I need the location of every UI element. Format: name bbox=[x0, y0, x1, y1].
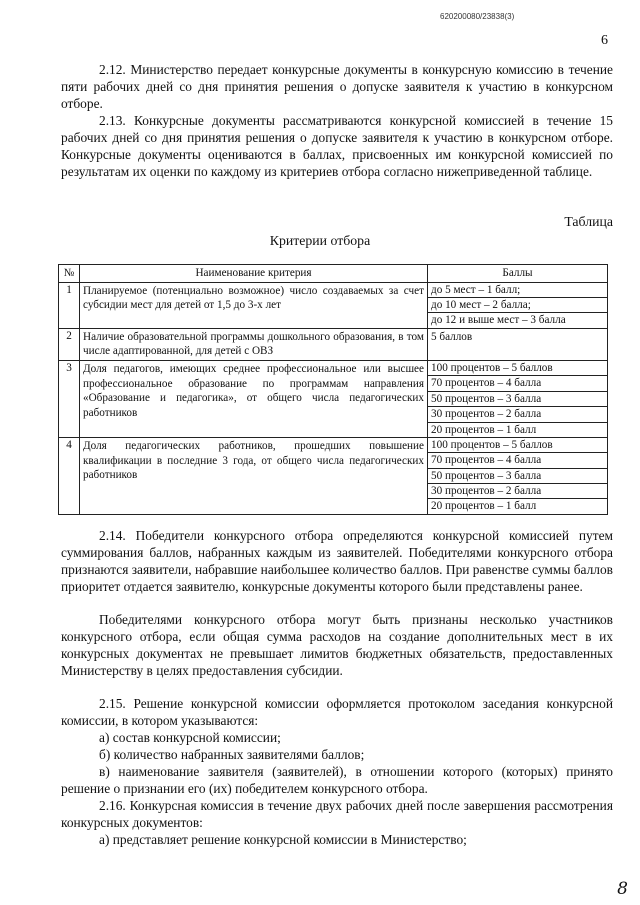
row-criterion: Планируемое (потенциально возможное) число создаваемых за счет субсидии мест для детей от 1,5 до 3-х лет bbox=[80, 282, 428, 328]
criteria-table bbox=[58, 264, 608, 515]
row-criterion: Доля педагогических работников, прошедших повышение квалификации в последние 3 года, от общего числа педагогических работников bbox=[80, 437, 428, 514]
points-line: до 5 мест – 1 балл; bbox=[428, 283, 607, 298]
table-row bbox=[59, 282, 608, 328]
paragraph-2-12: 2.12. Министерство передает конкурсные документы в конкурсную комиссию в течение пяти рабочих дней со дня принятия решения о допуске заявителя к участию в конкурсном отборе. bbox=[61, 62, 613, 111]
row-number: 1 bbox=[59, 282, 80, 328]
row-number: 2 bbox=[59, 328, 80, 360]
points-line: 20 процентов – 1 балл bbox=[431, 500, 537, 513]
paragraph-2-14: 2.14. Победители конкурсного отбора определяются конкурсной комиссией путем суммирования баллов, набранных каждым из заявителей. Победителями конкурсного отбора признаются заявители, набравшие наибольшее количество баллов. При равенстве суммы баллов приоритет отдается заявителю, конкурсные документы которого были представлены ранее. bbox=[61, 528, 613, 594]
row-number: 3 bbox=[59, 360, 80, 437]
row-number: 4 bbox=[59, 437, 80, 514]
points-line: 5 баллов bbox=[431, 330, 473, 343]
page-number: 6 bbox=[601, 33, 608, 48]
row-criterion: Доля педагогов, имеющих среднее профессиональное или высшее профессиональное образование по программам направления «Образование и педагогика», от общего числа педагогических работников bbox=[80, 360, 428, 437]
table-caption: Таблица bbox=[564, 214, 613, 229]
list-item-b: б) количество набранных заявителями баллов; bbox=[99, 747, 365, 762]
table-header-row bbox=[59, 265, 608, 283]
points-line: 70 процентов – 4 балла bbox=[428, 453, 607, 468]
list-item-a: а) состав конкурсной комиссии; bbox=[99, 730, 281, 745]
paragraph-winners: Победителями конкурсного отбора могут быть признаны несколько участников конкурсного отбора, если общая сумма расходов на создание дополнительных мест в их конкурсных документах не превышает лимитов бюджетных обязательств, предоставленных Министерству в целях предоставления субсидии. bbox=[61, 612, 613, 678]
table-title: Критерии отбора bbox=[269, 233, 371, 248]
points-line: 50 процентов – 3 балла bbox=[428, 469, 607, 484]
points-line: до 12 и выше мест – 3 балла bbox=[431, 314, 566, 327]
row-points bbox=[428, 360, 608, 437]
table-row bbox=[59, 360, 608, 437]
paragraph-2-15: 2.15. Решение конкурсной комиссии оформляется протоколом заседания конкурсной комиссии, в котором указываются: bbox=[61, 696, 613, 728]
table-row bbox=[59, 328, 608, 360]
paragraph-2-16: 2.16. Конкурсная комиссия в течение двух рабочих дней после завершения рассмотрения конкурсных документов: bbox=[61, 798, 613, 830]
paragraph-2-13: 2.13. Конкурсные документы рассматриваются конкурсной комиссией в течение 15 рабочих дней со дня принятия решения о допуске заявителя к участию в конкурсном отборе. Конкурсные документы оцениваются в баллах, присвоенных им конкурсной комиссией по результатам их оценки по каждому из критериев отбора согласно нижеприведенной таблице. bbox=[61, 113, 613, 179]
header-points: Баллы bbox=[428, 265, 608, 283]
points-line: до 10 мест – 2 балла; bbox=[428, 298, 607, 313]
points-line: 50 процентов – 3 балла bbox=[428, 392, 607, 407]
row-points bbox=[428, 282, 608, 328]
header-criterion: Наименование критерия bbox=[80, 265, 428, 283]
list-item-a-2-16: а) представляет решение конкурсной комиссии в Министерство; bbox=[99, 832, 467, 847]
row-points bbox=[428, 437, 608, 514]
points-line: 70 процентов – 4 балла bbox=[428, 376, 607, 391]
points-line: 20 процентов – 1 балл bbox=[431, 423, 537, 436]
document-id: 620200080/23838(3) bbox=[440, 12, 515, 21]
points-line: 30 процентов – 2 балла bbox=[428, 407, 607, 422]
row-criterion: Наличие образовательной программы дошкольного образования, в том числе адаптированной, для детей с ОВЗ bbox=[80, 328, 428, 360]
points-line: 100 процентов – 5 баллов bbox=[428, 361, 607, 376]
list-item-c: в) наименование заявителя (заявителей), в отношении которого (которых) принято решение о признании его (их) победителем конкурсного отбора. bbox=[61, 764, 613, 796]
points-line: 100 процентов – 5 баллов bbox=[428, 438, 607, 453]
table-row bbox=[59, 437, 608, 514]
header-number: № bbox=[59, 265, 80, 283]
handwritten-page-mark: 8 bbox=[617, 879, 628, 899]
row-points bbox=[428, 328, 608, 360]
points-line: 30 процентов – 2 балла bbox=[428, 484, 607, 499]
